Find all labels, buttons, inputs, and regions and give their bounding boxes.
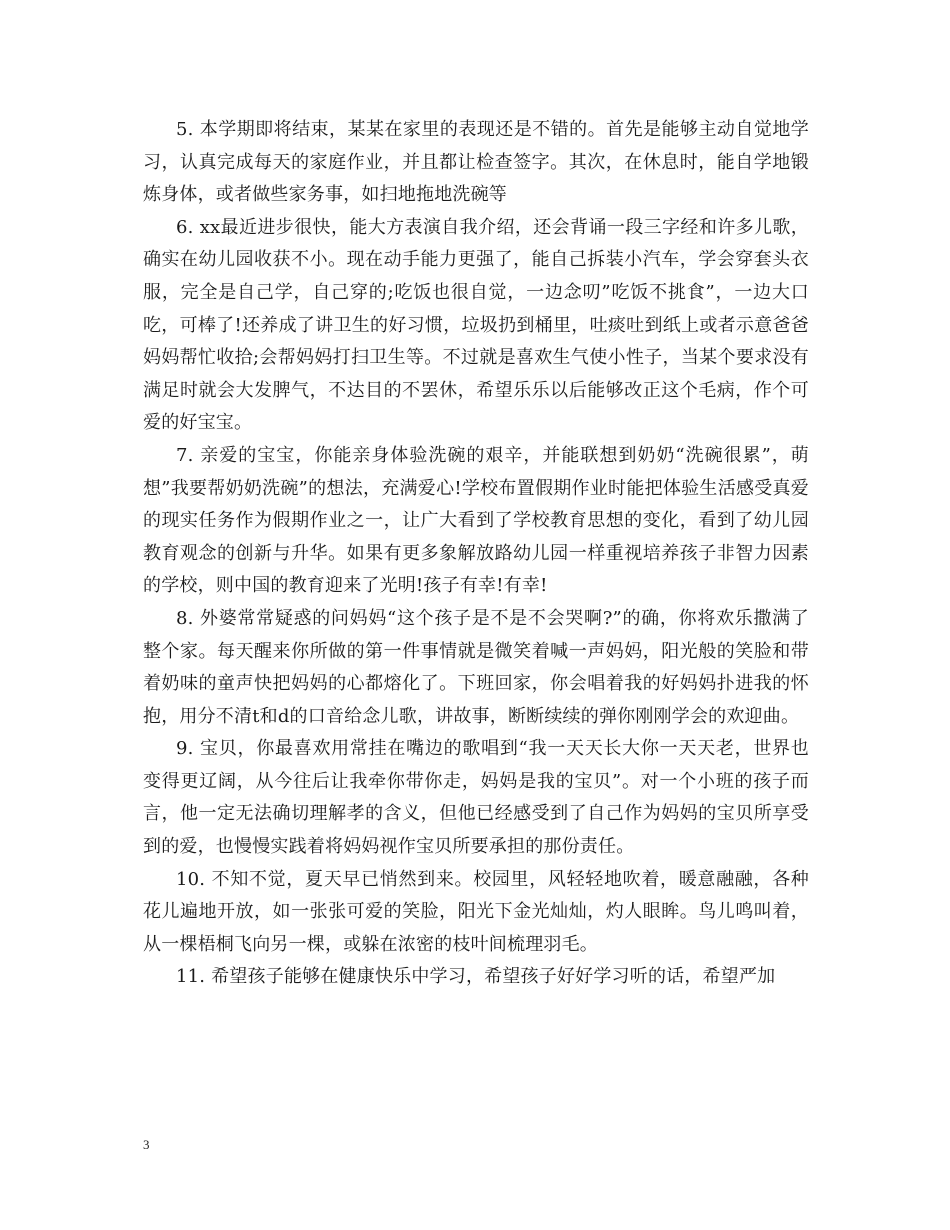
paragraph-9: 9. 宝贝，你最喜欢用常挂在嘴边的歌唱到“我一天天长大你一天天老，世界也变得更辽阔，从今往后让我牵你带你走，妈妈是我的宝贝”。对一个小班的孩子而言，他一定无法确切理解孝的含义，但他已经感受到了自己作为妈妈的宝贝所享受到的爱，也慢慢实践着将妈妈视作宝贝所要承担的那份责任。: [143, 738, 809, 858]
paragraph-6: 6. xx最近进步很快，能大方表演自我介绍，还会背诵一段三字经和许多儿歌，确实在幼儿园收获不小。现在动手能力更强了，能自己拆装小汽车，学会穿套头衣服，完全是自己学，自己穿的;吃饭也很自觉，一边念叨”吃饭不挑食”，一边大口吃，可棒了!还养成了讲卫生的好习惯，垃圾扔到桶里，吐痰吐到纸上或者示意爸爸妈妈帮忙收拾;会帮妈妈打扫卫生等。不过就是喜欢生气使小性子，当某个要求没有满足时就会大发脾气，不达目的不罢休，希望乐乐以后能够改正这个毛病，作个可爱的好宝宝。: [143, 216, 809, 434]
paragraph-8: 8. 外婆常常疑惑的问妈妈“这个孩子是不是不会哭啊?”的确，你将欢乐撒满了整个家。每天醒来你所做的第一件事情就是微笑着喊一声妈妈，阳光般的笑脸和带着奶味的童声快把妈妈的心都熔化了。下班回家，你会唱着我的好妈妈扑进我的怀抱，用分不清t和d的口音给念儿歌，讲故事，断断续续的弹你刚刚学会的欢迎曲。: [143, 607, 809, 727]
paragraph-11: 11. 希望孩子能够在健康快乐中学习，希望孩子好好学习听的话，希望严加: [176, 966, 776, 988]
paragraph-10: 10. 不知不觉，夏天早已悄然到来。校园里，风轻轻地吹着，暖意融融，各种花儿遍地开放，如一张张可爱的笑脸，阳光下金光灿灿，灼人眼眸。鸟儿鸣叫着，从一棵梧桐飞向另一棵，或躲在浓密的枝叶间梳理羽毛。: [143, 868, 809, 955]
page-number: 3: [143, 1137, 150, 1152]
paragraph-5: 5. 本学期即将结束，某某在家里的表现还是不错的。首先是能够主动自觉地学习，认真完成每天的家庭作业，并且都让检查签字。其次，在休息时，能自学地锻炼身体，或者做些家务事，如扫地拖地洗碗等: [143, 119, 809, 206]
paragraph-7: 7. 亲爱的宝宝，你能亲身体验洗碗的艰辛，并能联想到奶奶“洗碗很累”，萌想”我要帮奶奶洗碗”的想法，充满爱心!学校布置假期作业时能把体验生活感受真爱的现实任务作为假期作业之一，让广大看到了学校教育思想的变化，看到了幼儿园教育观念的创新与升华。如果有更多象解放路幼儿园一样重视培养孩子非智力因素的学校，则中国的教育迎来了光明!孩子有幸!有幸!: [143, 444, 809, 597]
document-body: [143, 114, 809, 994]
